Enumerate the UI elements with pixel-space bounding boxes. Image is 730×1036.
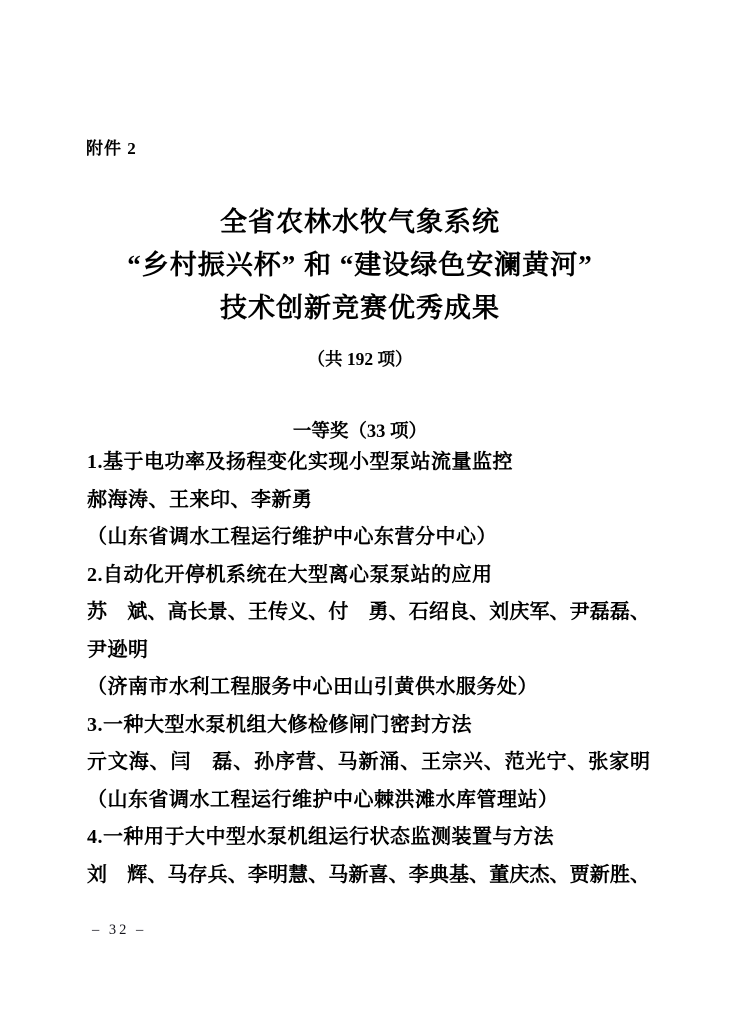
attachment-label: 附件 2: [86, 139, 137, 158]
page-number: – 32 –: [92, 922, 147, 938]
entry-title: 3.一种大型水泵机组大修检修闸门密封方法: [87, 713, 472, 736]
award-section-heading: 一等奖（33 项）: [292, 422, 428, 442]
entry-authors: 尹逊明: [87, 638, 149, 661]
document-title-line-1: 全省农林水牧气象系统: [220, 207, 500, 237]
entry-authors: 苏 斌、高长景、王传义、付 勇、石绍良、刘庆军、尹磊磊、: [87, 601, 650, 623]
entry-authors: 郝海涛、王来印、李新勇: [87, 488, 313, 511]
entry-organization: （山东省调水工程运行维护中心东营分中心）: [87, 526, 497, 548]
total-count-note: （共 192 项）: [307, 349, 413, 369]
document-title-line-2: “乡村振兴杯” 和 “建设绿色安澜黄河”: [127, 250, 593, 280]
entry-title: 2.自动化开停机系统在大型离心泵泵站的应用: [87, 563, 493, 586]
entry-organization: （济南市水利工程服务中心田山引黄供水服务处）: [87, 676, 538, 698]
entry-authors: 刘 辉、马存兵、李明慧、马新喜、李典基、董庆杰、贾新胜、: [87, 863, 650, 886]
entry-title: 4.一种用于大中型水泵机组运行状态监测装置与方法: [87, 826, 554, 848]
entry-authors: 亓文海、闫 磊、孙序营、马新涌、王宗兴、范光宁、张家明: [87, 751, 650, 773]
award-entry: [87, 707, 650, 820]
award-entry: [87, 819, 650, 894]
award-entries-list: [87, 444, 650, 894]
entry-organization: （山东省调水工程运行维护中心棘洪滩水库管理站）: [87, 788, 559, 811]
entry-title: 1.基于电功率及扬程变化实现小型泵站流量监控: [87, 451, 513, 473]
award-entry: [87, 444, 650, 557]
document-title: [60, 201, 660, 330]
award-entry: [87, 557, 650, 707]
document-title-line-3: 技术创新竞赛优秀成果: [220, 293, 500, 323]
